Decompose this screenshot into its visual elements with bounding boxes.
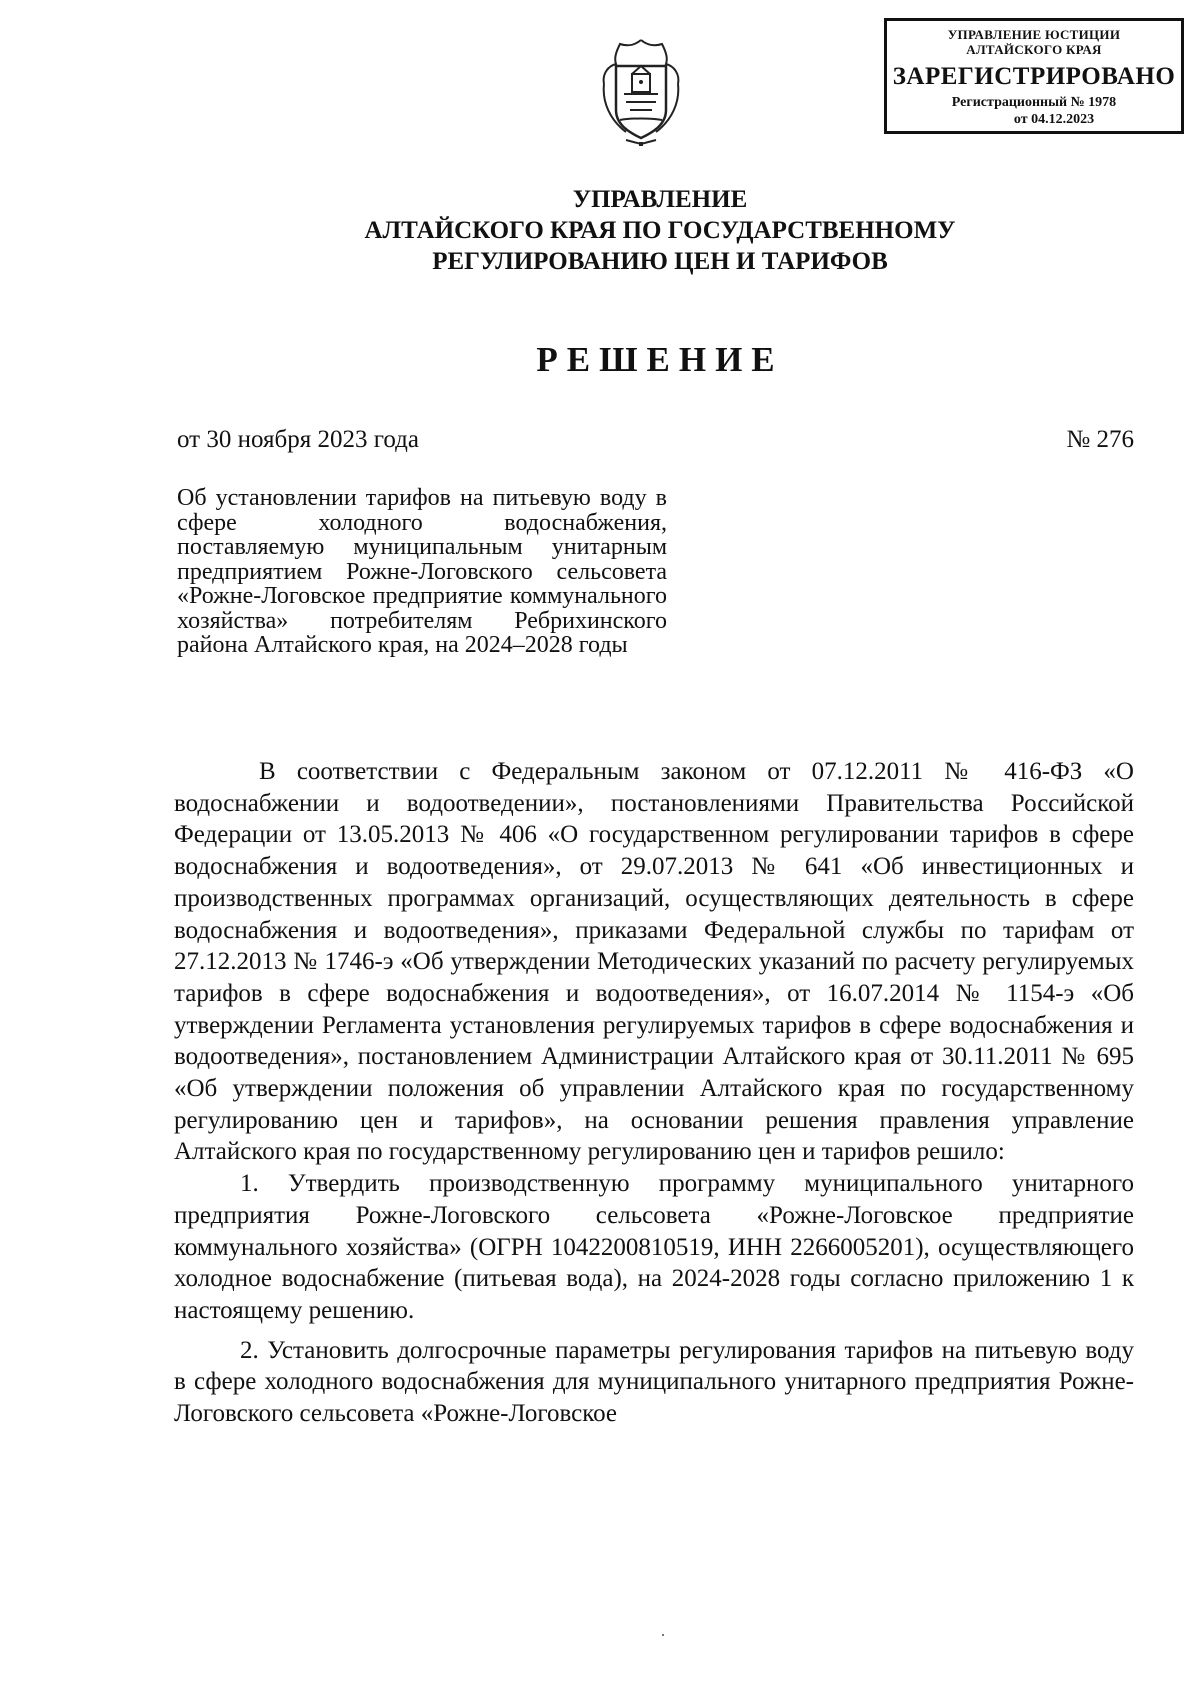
body-preamble: В соответствии с Федеральным законом от 07.12.2011 № 416-ФЗ «О водоснабжении и водоотведении», постановлениями Правительства Российской Федерации от 13.05.2013 № 406 «О государственном регулировании тарифов в сфере водоснабжения и водоотведения», от 29.07.2013 № 641 «Об инвестиционных и производственных программах организаций, осуществляющих деятельность в сфере водоснабжения и водоотведения», приказами Федеральной службы по тарифам от 27.12.2013 № 1746-э «Об утверждении Методических указаний по расчету регулируемых тарифов в сфере водоснабжения и водоотведения», от 16.07.2014 № 1154-э «Об утверждении Регламента установления регулируемых тарифов в сфере водоснабжения и водоотведения», постановлением Администрации Алтайского края от 30.11.2011 № 695 «Об утверждении положения об управлении Алтайского края по государственному регулированию цен и тарифов», на основании решения правления управление Алтайского края по государственному регулированию цен и тарифов решило: [174, 758, 1134, 1166]
agency-name-line2: АЛТАЙСКОГО КРАЯ ПО ГОСУДАРСТВЕННОМУ [364, 217, 956, 244]
altai-krai-coat-of-arms-icon [596, 36, 686, 148]
agency-name-line3: РЕГУЛИРОВАНИЮ ЦЕН И ТАРИФОВ [432, 248, 888, 275]
document-subject: Об установлении тарифов на питьевую воду в сфере холодного водоснабжения, поставляемую муниципальным унитарным предприятием Рожне-Логовского сельсовета «Рожне-Логовское предприятие коммунального хозяйства» потребителям Ребрихинского района Алтайского края, на 2024–2028 годы [177, 485, 667, 658]
stamp-status: ЗАРЕГИСТРИРОВАНО [892, 63, 1176, 90]
stamp-agency [893, 27, 1175, 57]
agency-name-line1: УПРАВЛЕНИЕ [572, 186, 748, 213]
agency-name [200, 184, 1120, 277]
document-body [174, 756, 1134, 1430]
registration-stamp [884, 18, 1184, 134]
stamp-agency-line2: АЛТАЙСКОГО КРАЯ [966, 42, 1102, 57]
stamp-agency-line1: УПРАВЛЕНИЕ ЮСТИЦИИ [947, 27, 1121, 42]
document-number: № 276 [1066, 426, 1134, 453]
document-type: РЕШЕНИЕ [536, 340, 784, 379]
body-item-1: 1. Утвердить производственную программу муниципального унитарного предприятия Рожне-Логовского сельсовета «Рожне-Логовское предприятие коммунального хозяйства» (ОГРН 1042200810519, ИНН 2266005201), осуществляющего холодное водоснабжение (питьевая вода), на 2024-2028 годы согласно приложению 1 к настоящему решению. [174, 1170, 1134, 1324]
scan-speck [662, 1634, 664, 1636]
document-date: от 30 ноября 2023 года [177, 426, 419, 453]
body-item-2: 2. Установить долгосрочные параметры регулирования тарифов на питьевую воду в сфере холодного водоснабжения для муниципального унитарного предприятия Рожне-Логовского сельсовета «Рожне-Логовское [174, 1336, 1134, 1428]
stamp-reg-date: от 04.12.2023 [1013, 112, 1095, 127]
stamp-reg-number: Регистрационный № 1978 [951, 95, 1117, 110]
